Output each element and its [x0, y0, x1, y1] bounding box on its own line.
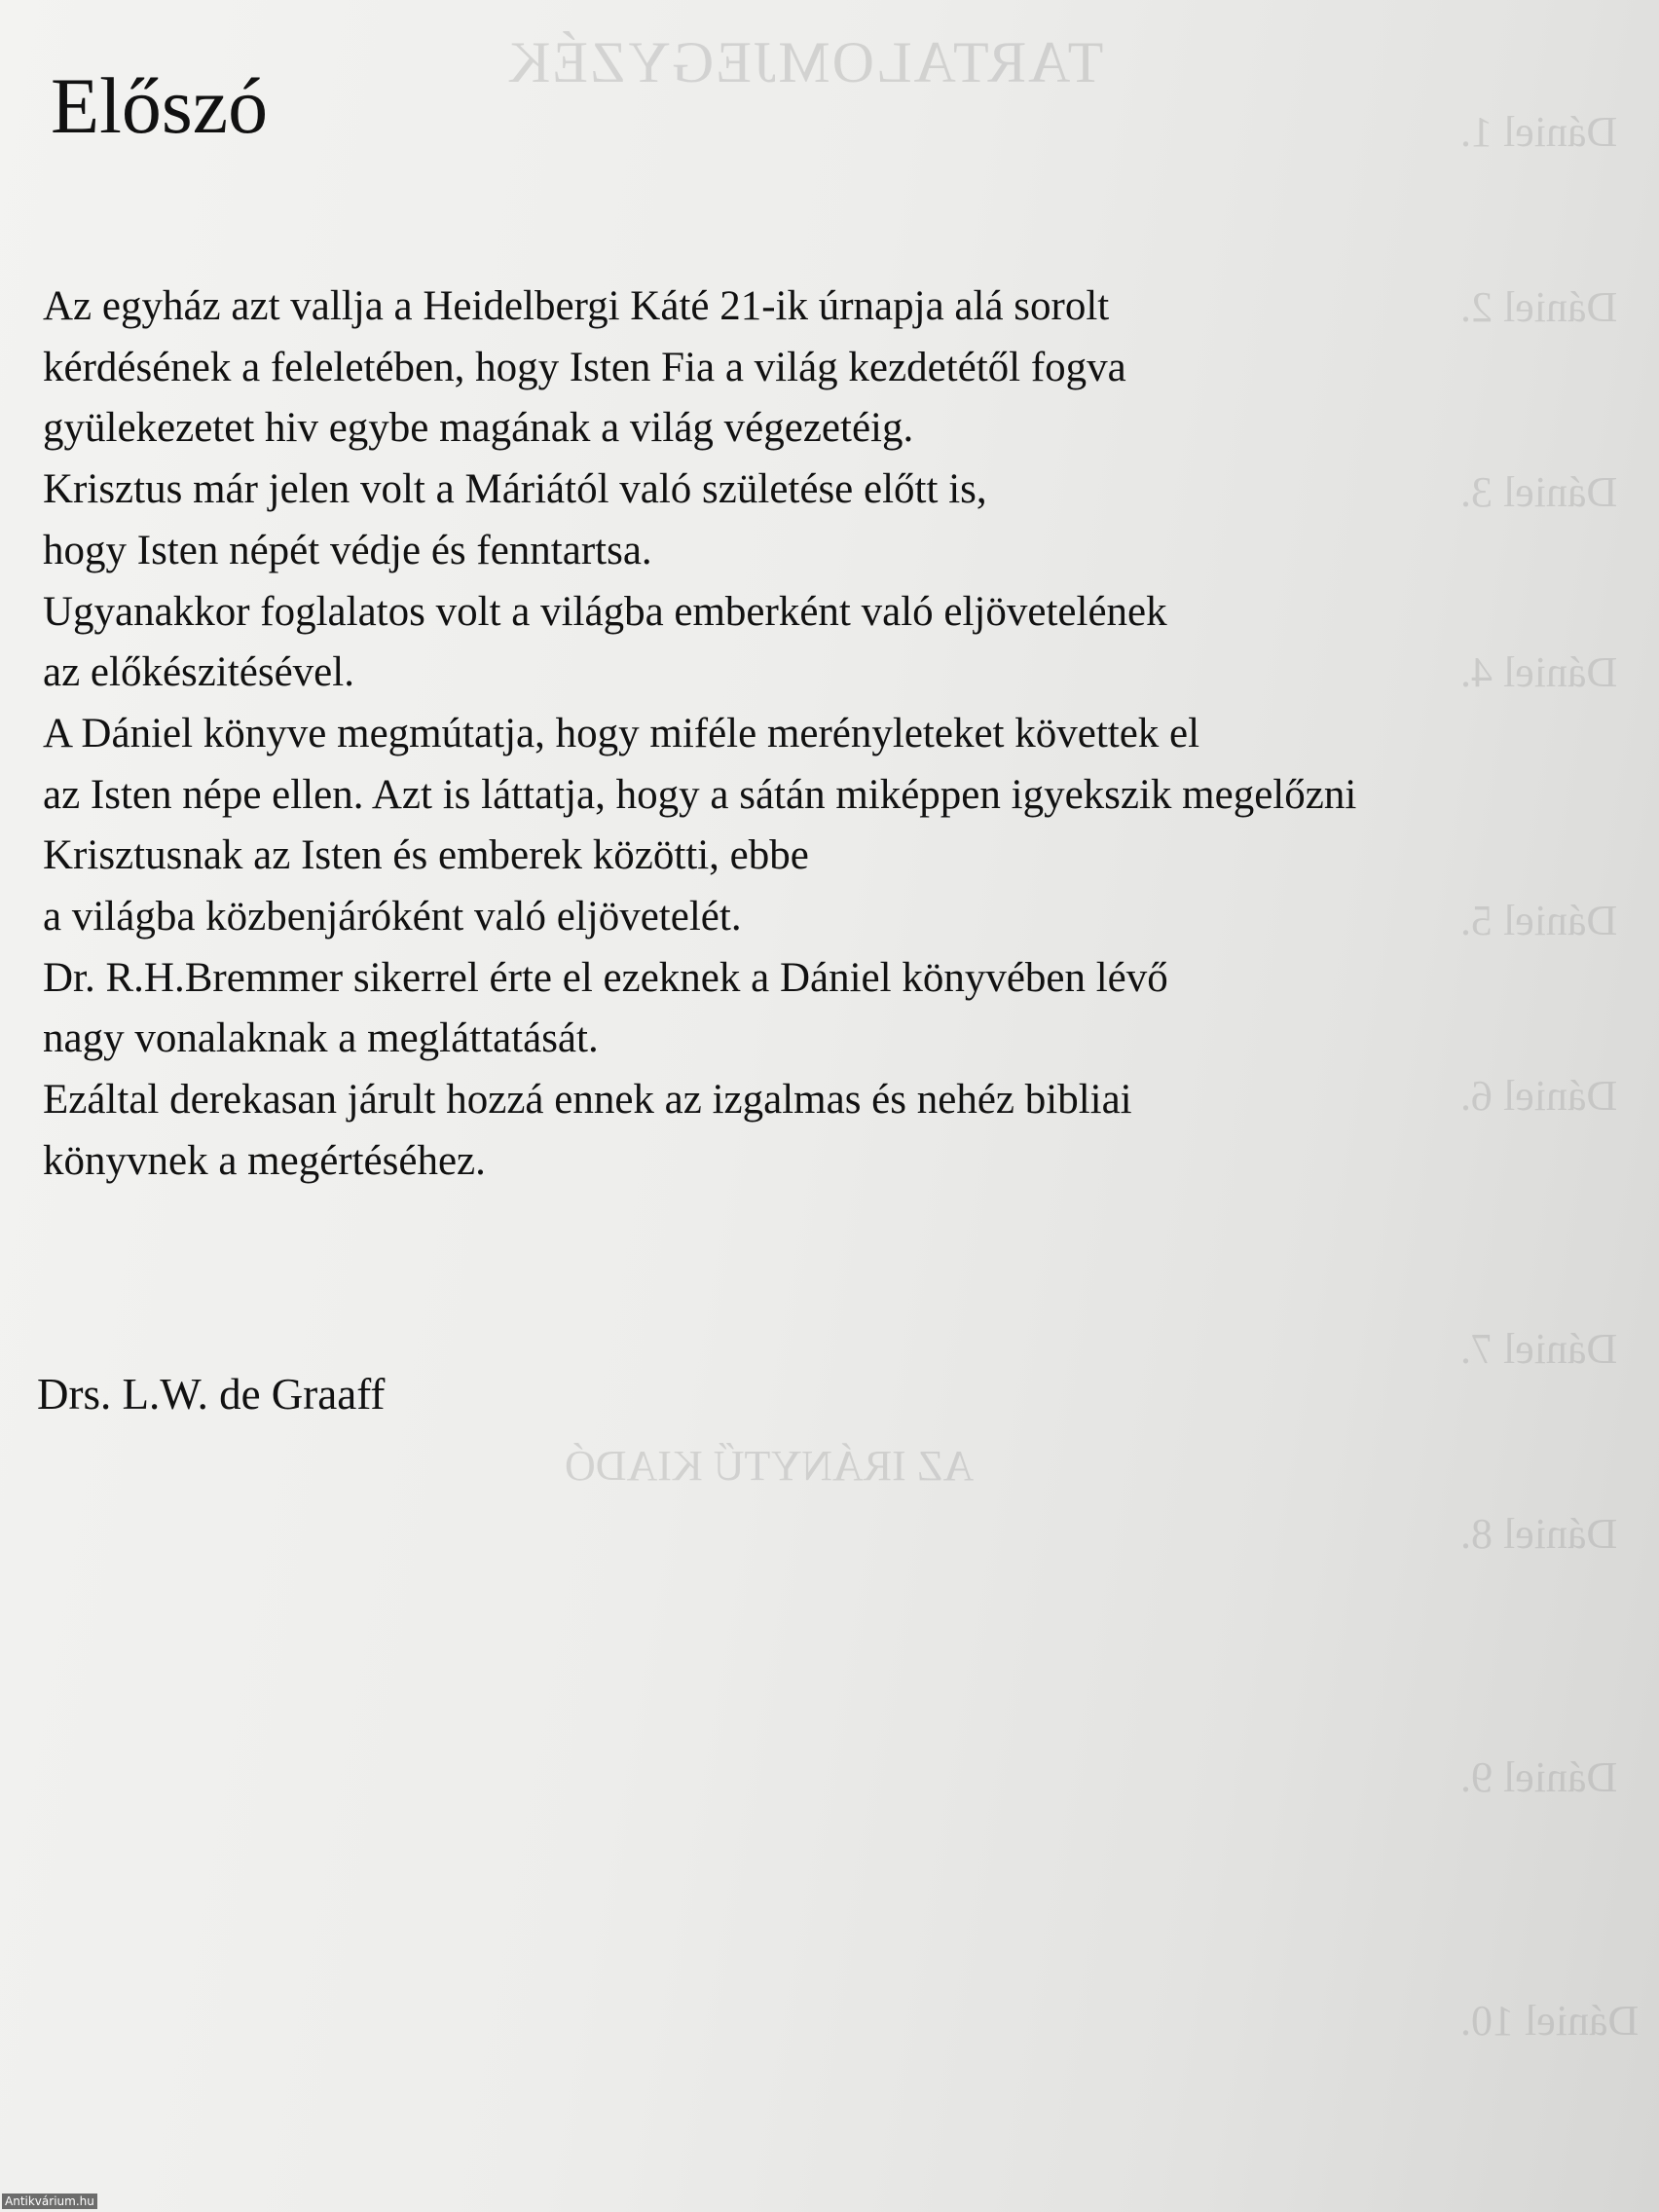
page-title: Előszó: [51, 61, 269, 150]
body-line: az előkészitésével.: [43, 649, 354, 696]
body-line: Krisztus már jelen volt a Máriától való születése előtt is,: [43, 466, 987, 513]
show-through-item: Dániel 3.: [1460, 468, 1618, 516]
body-line: kérdésének a feleletében, hogy Isten Fia a világ kezdetétől fogva: [43, 344, 1126, 390]
body-line: a világba közbenjáróként való eljövetelét.: [43, 894, 742, 940]
body-line: Ugyanakkor foglalatos volt a világba emberként való eljövetelének: [43, 588, 1167, 635]
show-through-item: Dániel 2.: [1460, 283, 1618, 331]
body-line: gyülekezetet hiv egybe magának a világ végezetéig.: [43, 405, 914, 452]
author-signature: Drs. L.W. de Graaff: [37, 1370, 386, 1419]
show-through-item: Dániel 1.: [1460, 108, 1618, 156]
show-through-item: Dániel 8.: [1460, 1510, 1618, 1558]
foreword-body: [43, 276, 1640, 1193]
show-through-item: AZ IRÁNYTŰ KIADÓ: [565, 1442, 975, 1490]
show-through-item: Dániel 7.: [1460, 1325, 1618, 1373]
show-through-title: TARTALOMJEGYZÉK: [506, 30, 1104, 94]
body-line: Krisztusnak az Isten és emberek közötti, ebbe: [43, 832, 809, 879]
body-line: az Isten népe ellen. Azt is láttatja, hogy a sátán miképpen igyekszik megelőzni: [43, 771, 1357, 818]
show-through-item: Dániel 6.: [1460, 1072, 1618, 1120]
body-line: Dr. R.H.Bremmer sikerrel érte el ezeknek a Dániel könyvében lévő: [43, 954, 1168, 1001]
show-through-item: Dániel 9.: [1460, 1753, 1618, 1801]
body-line: Ezáltal derekasan járult hozzá ennek az izgalmas és nehéz bibliai: [43, 1077, 1132, 1124]
body-line: Az egyház azt vallja a Heidelbergi Káté 21-ik úrnapja alá sorolt: [43, 283, 1110, 329]
show-through-item: Dániel 10.: [1460, 1997, 1640, 2045]
body-line: könyvnek a megértéséhez.: [43, 1137, 486, 1184]
body-line: nagy vonalaknak a megláttatását.: [43, 1015, 599, 1062]
watermark: Antikvárium.hu: [2, 2194, 97, 2209]
show-through-item: Dániel 5.: [1460, 897, 1618, 944]
body-line: hogy Isten népét védje és fenntartsa.: [43, 527, 652, 573]
body-line: A Dániel könyve megmútatja, hogy miféle merényleteket követtek el: [43, 710, 1200, 756]
show-through-item: Dániel 4.: [1460, 648, 1618, 696]
